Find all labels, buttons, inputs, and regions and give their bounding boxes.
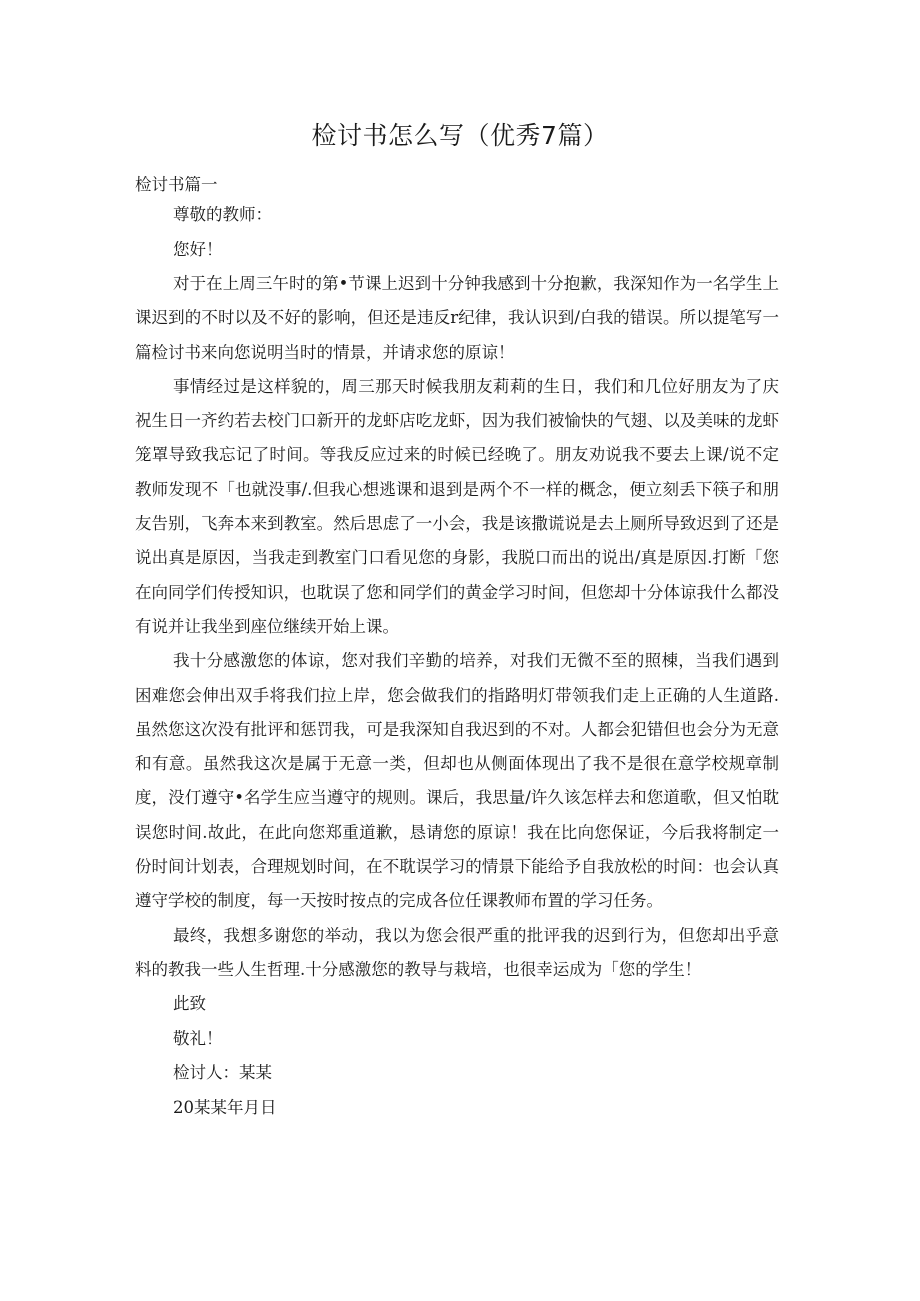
closing-line-1: 此致 [173, 994, 206, 1014]
salutation: 尊敬的教师： [173, 205, 272, 224]
paragraph-conclusion: 最终，我想多谢您的举动，我以为您会很严重的批评我的迟到行为，但您却出乎意料的教我一些人生哲理.十分感激您的教导与栽培，也很幸运成为「您的学生！ [135, 925, 779, 979]
closing-line-2: 敬礼！ [173, 1028, 223, 1048]
paragraph-incident: 事情经过是这样貌的，周三那天时候我朋友莉莉的生日，我们和几位好朋友为了庆祝生日一齐约若去校门口新开的龙虾店吃龙虾，因为我们被愉快的气翅、以及美味的龙虾笼罩导致我忘记了时间。等我反应过来的时候已经晚了。朋友劝说我不要去上课/说不定教师发现不「也就没事/.但我心想逃课和退到是两个不一样的概念，便立刻丢下筷子和朋友告别，飞奔本来到教室。然后思虑了一小会，我是该撒谎说是去上厕所导致迟到了还是说出真是原因，当我走到教室门口看见您的身影，我脱口而出的说出/真是原因.打断「您在向同学们传授知识，也耽误了您和同学们的黄金学习时间，但您却十分体谅我什么都没有说并让我坐到座位继续开始上课。 [135, 376, 779, 636]
paragraph-apology: 对于在上周三午时的第•节课上迟到十分钟我感到十分抱歉，我深知作为一名学生上课迟到的不时以及不好的影响，但还是违反r纪律，我认识到/白我的错误。所以提笔写一篇检讨书来向您说明当时的情景，并请求您的原谅！ [135, 274, 779, 362]
greeting: 您好！ [173, 239, 223, 259]
signature: 检讨人：某某 [173, 1063, 272, 1083]
letter-body [135, 198, 779, 1125]
section-heading: 检讨书篇一 [135, 175, 218, 194]
paragraph-gratitude: 我十分感激您的体谅，您对我们辛勤的培养，对我们无微不至的照棟，当我们遇到困难您会伸出双手将我们拉上岸，您会做我们的指路明灯带领我们走上正确的人生道路.虽然您这次没有批评和惩罚我，可是我深知自我迟到的不对。人都会犯错但也会分为无意和有意。虽然我这次是属于无意一类，但却也从侧面体现出了我不是很在意学校规章制度，没仃遵守•名学生应当遵守的规则。课后，我思量/许久该怎样去和您道歌，但又怕耽误您时间.故此，在此向您郑重道歉，恳请您的原谅！我在比向您保证，今后我将制定一份时间计划表，合理规划时间，在不耽误学习的情景下能给予自我放松的时间：也会认真遵守学校的制度，每一天按时按点的完成各位任课教师布置的学习任务。 [135, 651, 779, 911]
document-title: 检讨书怎么写（优秀7篇） [311, 121, 609, 150]
date: 20某某年月日 [173, 1097, 277, 1117]
